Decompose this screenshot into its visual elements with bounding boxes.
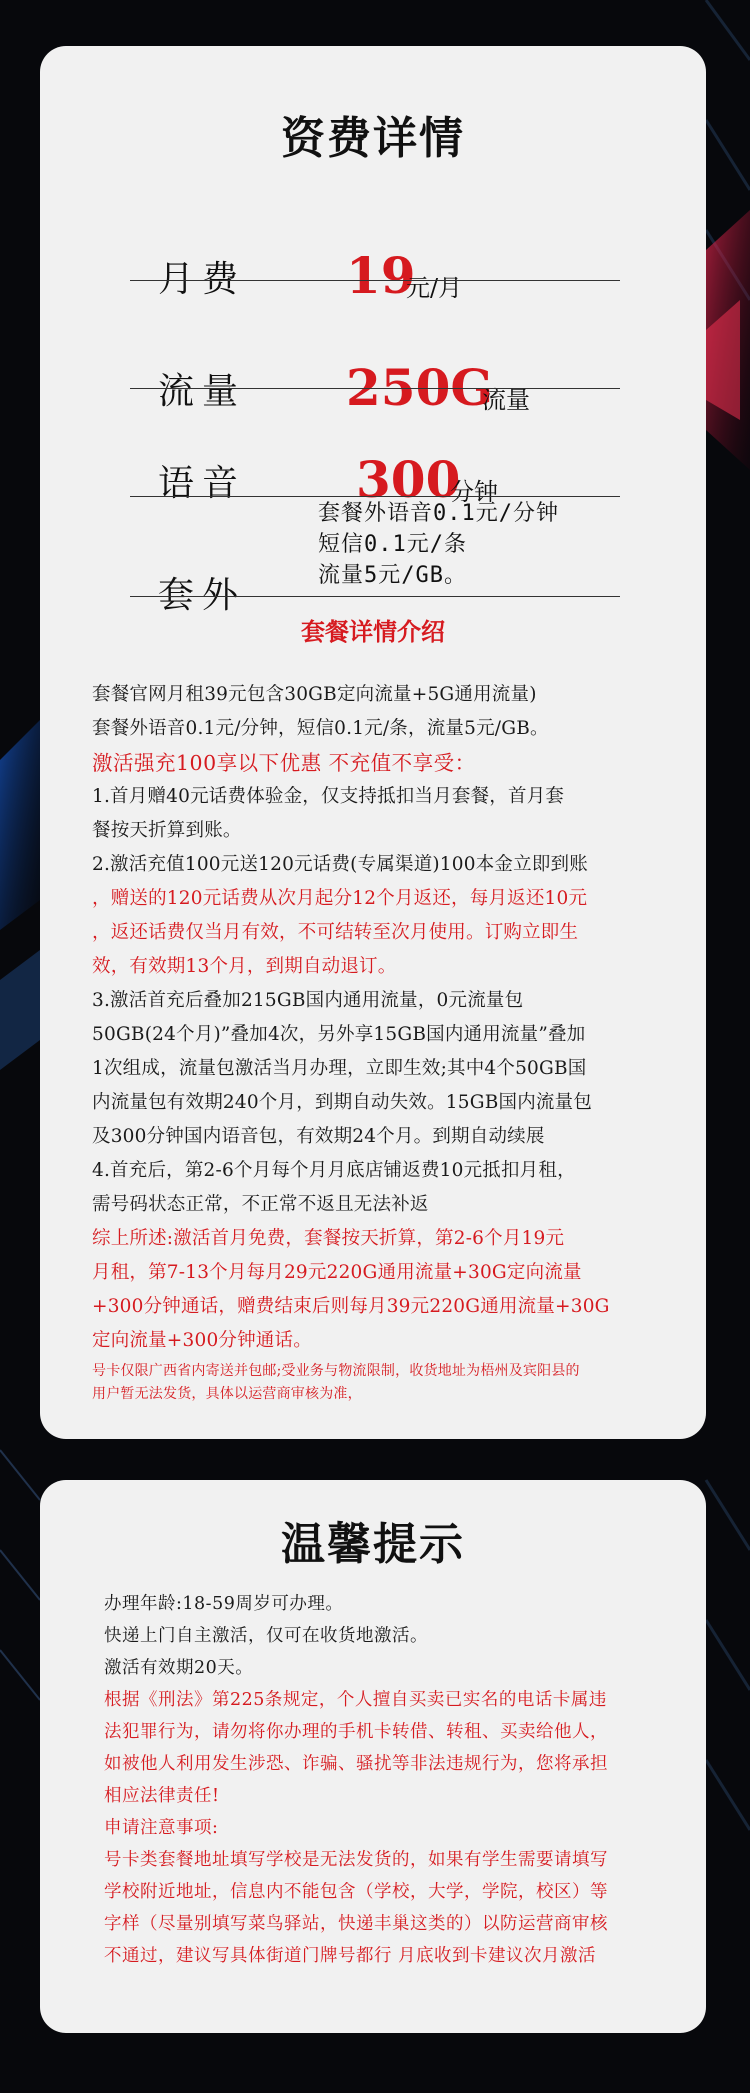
voice-unit: 分钟 <box>450 478 498 506</box>
text-line: 4.首充后，第2-6个月每个月月底店铺返费10元抵扣月租， <box>92 1160 576 1181</box>
tips-content <box>104 1588 664 1972</box>
divider <box>130 388 620 389</box>
text-line: 相应法律责任! <box>104 1786 220 1806</box>
text-line: 需号码状态正常，不正常不返且无法补返 <box>92 1194 429 1215</box>
monthly-fee-value: 19 <box>346 246 416 305</box>
tariff-details <box>92 678 680 1406</box>
divider <box>130 596 620 597</box>
extra-line: 流量5元/GB。 <box>318 563 467 588</box>
text-line: 学校附近地址，信息内不能包含（学校，大学，学院，校区）等 <box>104 1882 608 1902</box>
text-line: 及300分钟国内语音包，有效期24个月。到期自动续展 <box>92 1126 545 1147</box>
tariff-title: 资费详情 <box>281 113 465 164</box>
text-line: 月租，第7-13个月每月29元220G通用流量+30G定向流量 <box>92 1262 582 1283</box>
text-line: 办理年龄:18-59周岁可办理。 <box>104 1594 344 1614</box>
divider <box>130 496 620 497</box>
text-line: 激活强充100享以下优惠 不充值不享受： <box>92 751 476 775</box>
divider <box>130 280 620 281</box>
text-line: 餐按天折算到账。 <box>92 820 242 841</box>
text-line: 2.激活充值100元送120元话费(专属渠道)100本金立即到账 <box>92 854 588 875</box>
voice-value: 300 <box>356 450 461 509</box>
monthly-fee-unit: 元/月 <box>406 274 463 302</box>
data-value: 250G <box>346 358 494 417</box>
text-line: 快递上门自主激活，仅可在收货地激活。 <box>104 1626 428 1646</box>
tips-title: 温馨提示 <box>281 1519 465 1570</box>
text-line: 综上所述:激活首月免费，套餐按天折算，第2-6个月19元 <box>92 1228 565 1249</box>
text-line: ，赠送的120元话费从次月起分12个月返还，每月返还10元 <box>92 888 588 909</box>
text-line: 法犯罪行为，请勿将你办理的手机卡转借、转租、买卖给他人， <box>104 1722 608 1742</box>
text-line: 不通过，建议写具体街道门牌号都行 月底收到卡建议次月激活 <box>104 1946 597 1966</box>
extra-label: 套外 <box>158 575 247 616</box>
monthly-fee-label: 月费 <box>158 259 247 300</box>
text-line: 根据《刑法》第225条规定，个人擅自买卖已实名的电话卡属违 <box>104 1690 607 1710</box>
text-line: +300分钟通话，赠费结束后则每月39元220G通用流量+30G <box>92 1296 610 1317</box>
text-line: 申请注意事项: <box>104 1818 219 1838</box>
text-line: 字样（尽量别填写菜鸟驿站，快递丰巢这类的）以防运营商审核 <box>104 1914 608 1934</box>
text-line: 激活有效期20天。 <box>104 1658 254 1678</box>
text-line: 3.激活首充后叠加215GB国内通用流量，0元流量包 <box>92 990 524 1011</box>
text-line: 内流量包有效期240个月，到期自动失效。15GB国内流量包 <box>92 1092 593 1113</box>
extra-line: 套餐外语音0.1元/分钟 <box>318 501 559 526</box>
text-line: 1.首月赠40元话费体验金，仅支持抵扣当月套餐，首月套 <box>92 786 565 807</box>
voice-label: 语音 <box>158 463 247 504</box>
tips-card <box>40 1480 706 2033</box>
text-line: 50GB(24个月)”叠加4次，另外享15GB国内通用流量”叠加 <box>92 1024 586 1045</box>
footnote-line: 用户暂无法发货，具体以运营商审核为准， <box>92 1386 362 1402</box>
text-line: ，返还话费仅当月有效，不可结转至次月使用。订购立即生 <box>92 922 579 943</box>
text-line: 1次组成，流量包激活当月办理，立即生效;其中4个50GB国 <box>92 1058 587 1079</box>
text-line: 效，有效期13个月，到期自动退订。 <box>92 956 397 977</box>
extra-line: 短信0.1元/条 <box>318 532 467 557</box>
text-line: 套餐官网月租39元包含30GB定向流量+5G通用流量) <box>92 684 537 705</box>
tariff-card <box>40 46 706 1439</box>
text-line: 如被他人利用发生涉恐、诈骗、骚扰等非法违规行为，您将承担 <box>104 1754 608 1774</box>
footnote-line: 号卡仅限广西省内寄送并包邮;受业务与物流限制，收货地址为梧州及宾阳县的 <box>92 1363 580 1379</box>
text-line: 套餐外语音0.1元/分钟，短信0.1元/条，流量5元/GB。 <box>92 718 549 739</box>
data-unit: 流量 <box>482 386 530 414</box>
data-label: 流量 <box>158 371 247 412</box>
extra-charges <box>318 498 559 591</box>
text-line: 号卡类套餐地址填写学校是无法发货的，如果有学生需要请填写 <box>104 1850 608 1870</box>
details-heading: 套餐详情介绍 <box>301 617 445 646</box>
text-line: 定向流量+300分钟通话。 <box>92 1330 312 1351</box>
